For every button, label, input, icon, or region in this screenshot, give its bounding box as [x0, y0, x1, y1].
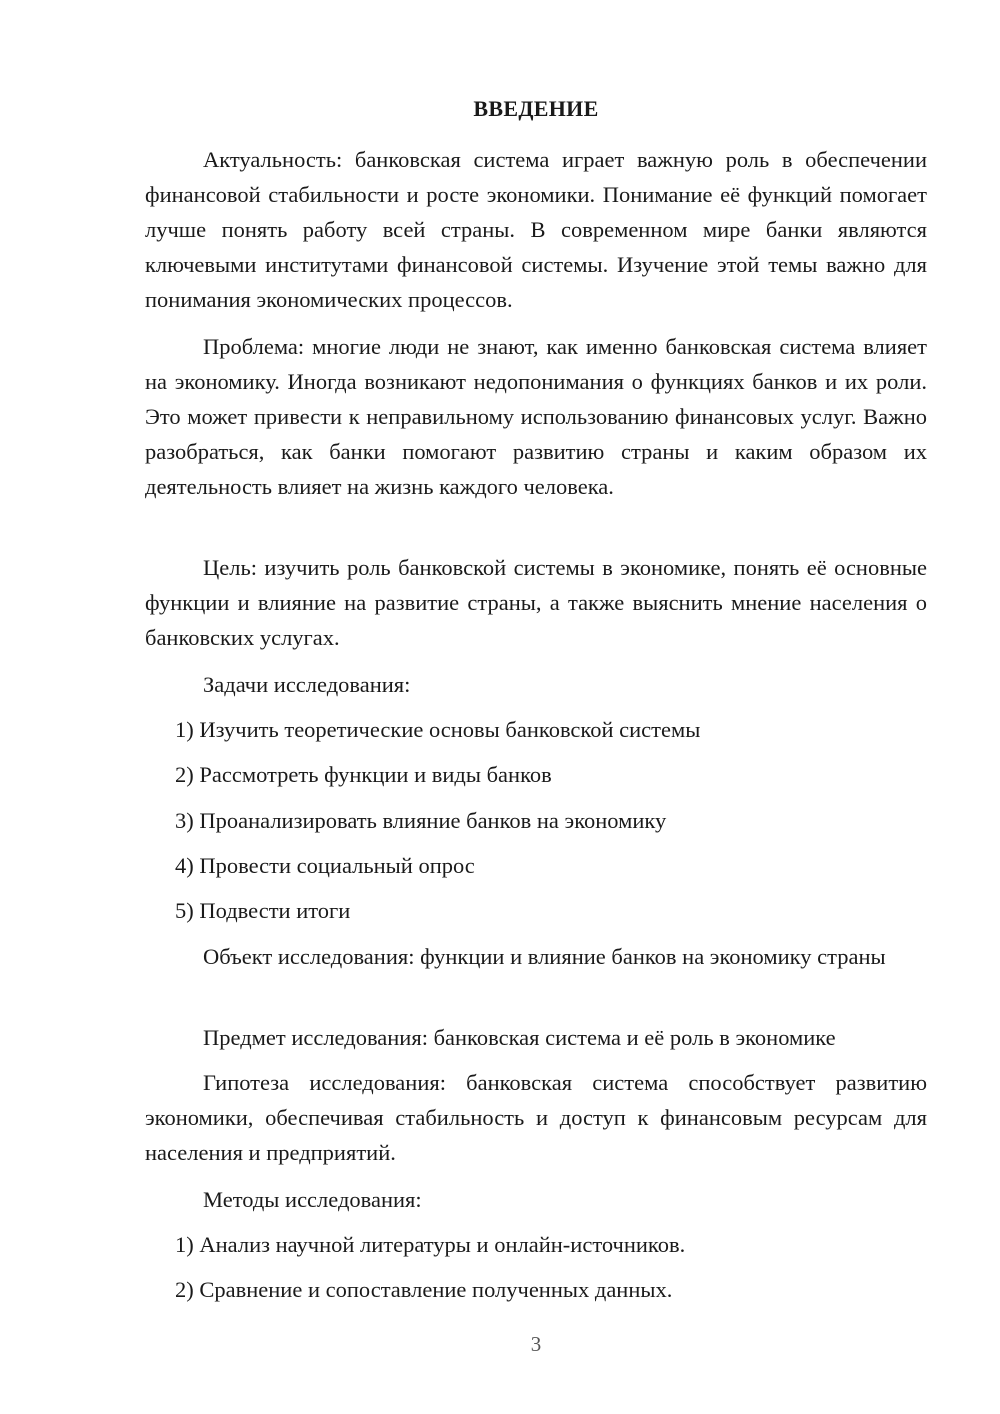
task-item: 5) Подвести итоги — [175, 898, 351, 923]
object-paragraph: Объект исследования: функции и влияние банков на экономику страны — [203, 944, 886, 969]
page-number: 3 — [530, 1332, 542, 1356]
task-item: 3) Проанализировать влияние банков на экономику — [175, 808, 667, 833]
tasks-heading: Задачи исследования: — [203, 672, 411, 697]
task-item: 1) Изучить теоретические основы банковской системы — [175, 717, 701, 742]
page-title: ВВЕДЕНИЕ — [473, 96, 599, 121]
method-item: 1) Анализ научной литературы и онлайн-источников. — [175, 1232, 686, 1257]
relevance-paragraph: Актуальность: банковская система играет важную роль в обеспечении финансовой стабильности и росте экономики. Понимание её функций помогает лучше понять работу всей страны. В современном мире банки являются ключевыми институтами финансовой системы. Изучение этой темы важно для понимания экономических процессов. — [145, 147, 927, 312]
hypothesis-paragraph: Гипотеза исследования: банковская система способствует развитию экономики, обеспечивая стабильность и доступ к финансовым ресурсам для населения и предприятий. — [145, 1070, 927, 1165]
method-item: 2) Сравнение и сопоставление полученных данных. — [175, 1277, 673, 1302]
methods-heading: Методы исследования: — [203, 1187, 422, 1212]
goal-paragraph: Цель: изучить роль банковской системы в экономике, понять её основные функции и влияние на развитие страны, а также выяснить мнение населения о банковских услугах. — [145, 555, 927, 650]
task-item: 4) Провести социальный опрос — [175, 853, 475, 878]
task-item: 2) Рассмотреть функции и виды банков — [175, 762, 552, 787]
problem-paragraph: Проблема: многие люди не знают, как именно банковская система влияет на экономику. Иногда возникают недопонимания о функциях банков и их роли. Это может привести к неправильному использованию финансовых услуг. Важно разобраться, как банки помогают развитию страны и каким образом их деятельность влияет на жизнь каждого человека. — [145, 334, 927, 499]
subject-line: Предмет исследования: банковская система и её роль в экономике — [203, 1025, 836, 1050]
